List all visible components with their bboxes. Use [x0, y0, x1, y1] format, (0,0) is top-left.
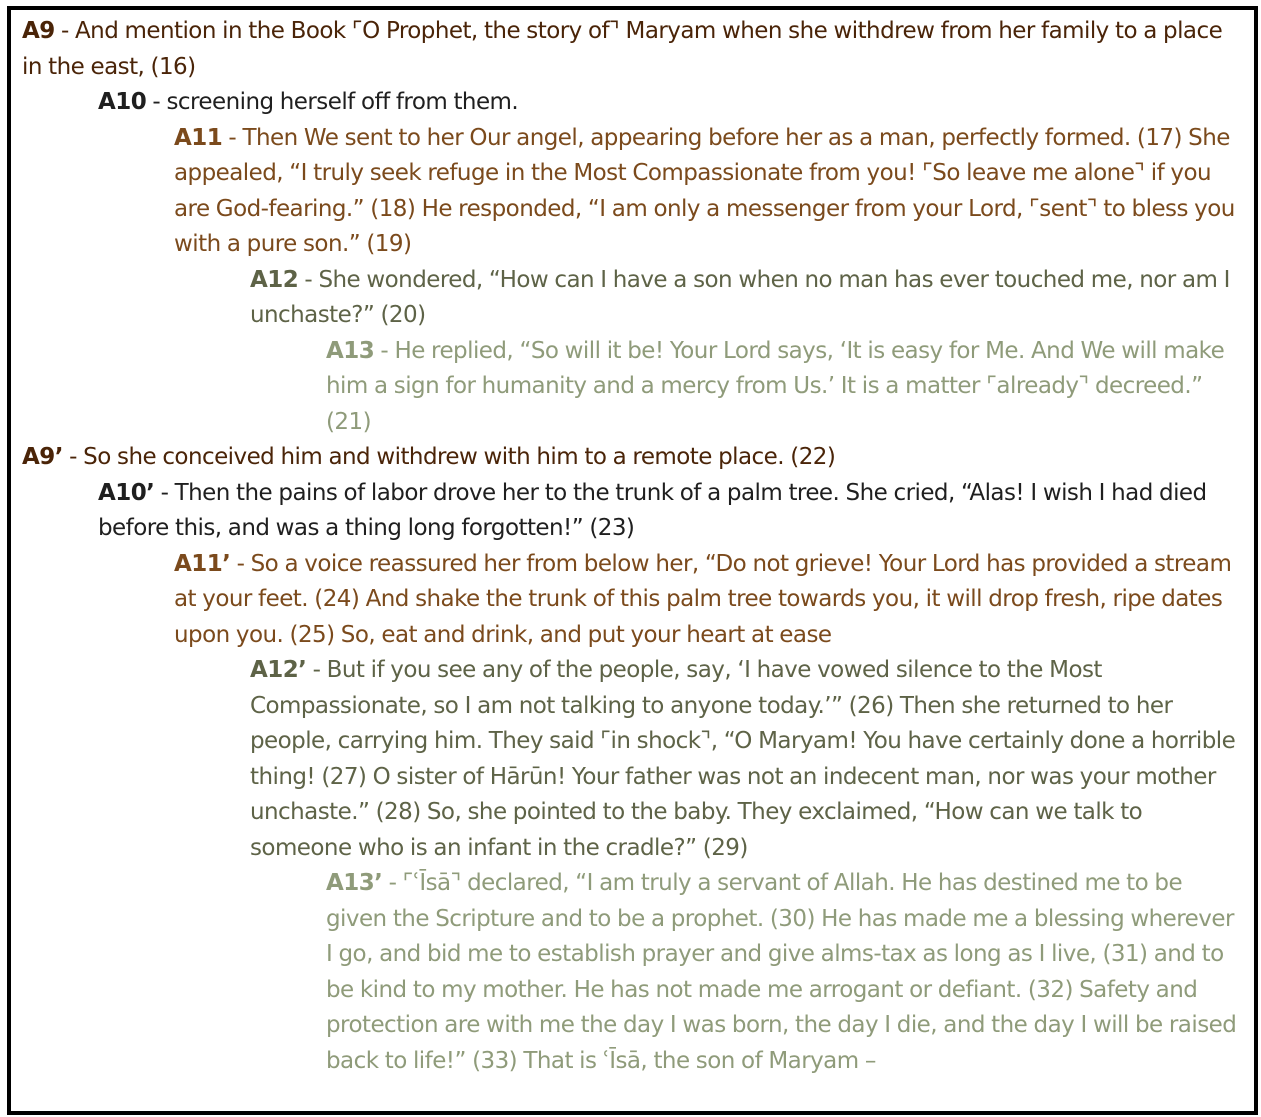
verse-a13-prime	[326, 866, 1244, 1079]
verse-text: - And mention in the Book ⌜O Prophet, the story of⌝ Maryam when she withdrew from her family to a place in the east, (16)	[22, 18, 1223, 80]
verse-a9-prime	[22, 440, 1244, 476]
verse-a12	[250, 263, 1244, 334]
verse-text: - She wondered, “How can I have a son when no man has ever touched me, nor am I unchaste?” (20)	[250, 266, 1230, 328]
verse-text: - Then We sent to her Our angel, appearing before her as a man, perfectly formed. (17) She appealed, “I truly seek refuge in the Most Compassionate from you! ⌜So leave me alone⌝ if you are God-fearing.” (18) He responded, “I am only a messenger from your Lord, ⌜sent⌝ to bless you with a pure son.” (19)	[174, 124, 1235, 257]
verse-label: A11	[174, 124, 223, 151]
verse-text: - So a voice reassured her from below her, “Do not grieve! Your Lord has provided a stream at your feet. (24) And shake the trunk of this palm tree towards you, it will drop fresh, ripe dates upon you. (25) So, eat and drink, and put your heart at ease	[174, 550, 1232, 648]
verse-text: - screening herself off from them.	[146, 89, 519, 115]
verse-a9	[22, 14, 1244, 85]
verse-label: A9	[22, 18, 55, 44]
verse-text: - So she conceived him and withdrew with him to a remote place. (22)	[62, 444, 836, 470]
verse-label: A13	[326, 337, 375, 364]
verse-label: A10	[98, 89, 147, 115]
verse-a13	[326, 334, 1244, 441]
verse-text: - Then the pains of labor drove her to the trunk of a palm tree. She cried, “Alas! I wish I had died before this, and was a thing long forgotten!” (23)	[98, 479, 1207, 541]
verse-text: - ⌜ʿĪsā⌝ declared, “I am truly a servant of Allah. He has destined me to be given the Scripture and to be a prophet. (30) He has made me a blessing wherever I go, and bid me to establish prayer and give alms-tax as long as I live, (31) and to be kind to my mother. He has not made me arrogant or defiant. (32) Safety and protection are with me the day I was born, the day I die, and the day I will be raised back to life!” (33) That is ʿĪsā, the son of Maryam –	[326, 870, 1237, 1074]
verse-a10-prime	[98, 476, 1244, 547]
verse-label: A9’	[22, 444, 63, 470]
verse-label: A13’	[326, 870, 383, 896]
verse-text: - But if you see any of the people, say, ‘I have vowed silence to the Most Compassionate, so I am not talking to anyone today.’” (26) Then she returned to her people, carrying him. They said ⌜in shock⌝, “O Maryam! You have certainly done a horrible thing! (27) O sister of Hārūn! Your father was not an indecent man, nor was your mother unchaste.” (28) So, she pointed to the baby. They exclaimed, “How can we talk to someone who is an infant in the cradle?” (29)	[250, 657, 1236, 861]
verse-a11-prime	[174, 547, 1244, 654]
verse-a11	[174, 121, 1244, 263]
document-frame	[7, 6, 1258, 1115]
verse-a12-prime	[250, 653, 1244, 866]
verse-label: A12’	[250, 657, 307, 683]
verse-label: A10’	[98, 479, 155, 506]
chiastic-structure-text	[22, 14, 1244, 1079]
verse-label: A11’	[174, 550, 231, 577]
verse-label: A12	[250, 266, 299, 293]
verse-text: - He replied, “So will it be! Your Lord says, ‘It is easy for Me. And We will make him a sign for humanity and a mercy from Us.’ It is a matter ⌜already⌝ decreed.” (21)	[326, 337, 1225, 435]
verse-a10	[98, 85, 1244, 121]
